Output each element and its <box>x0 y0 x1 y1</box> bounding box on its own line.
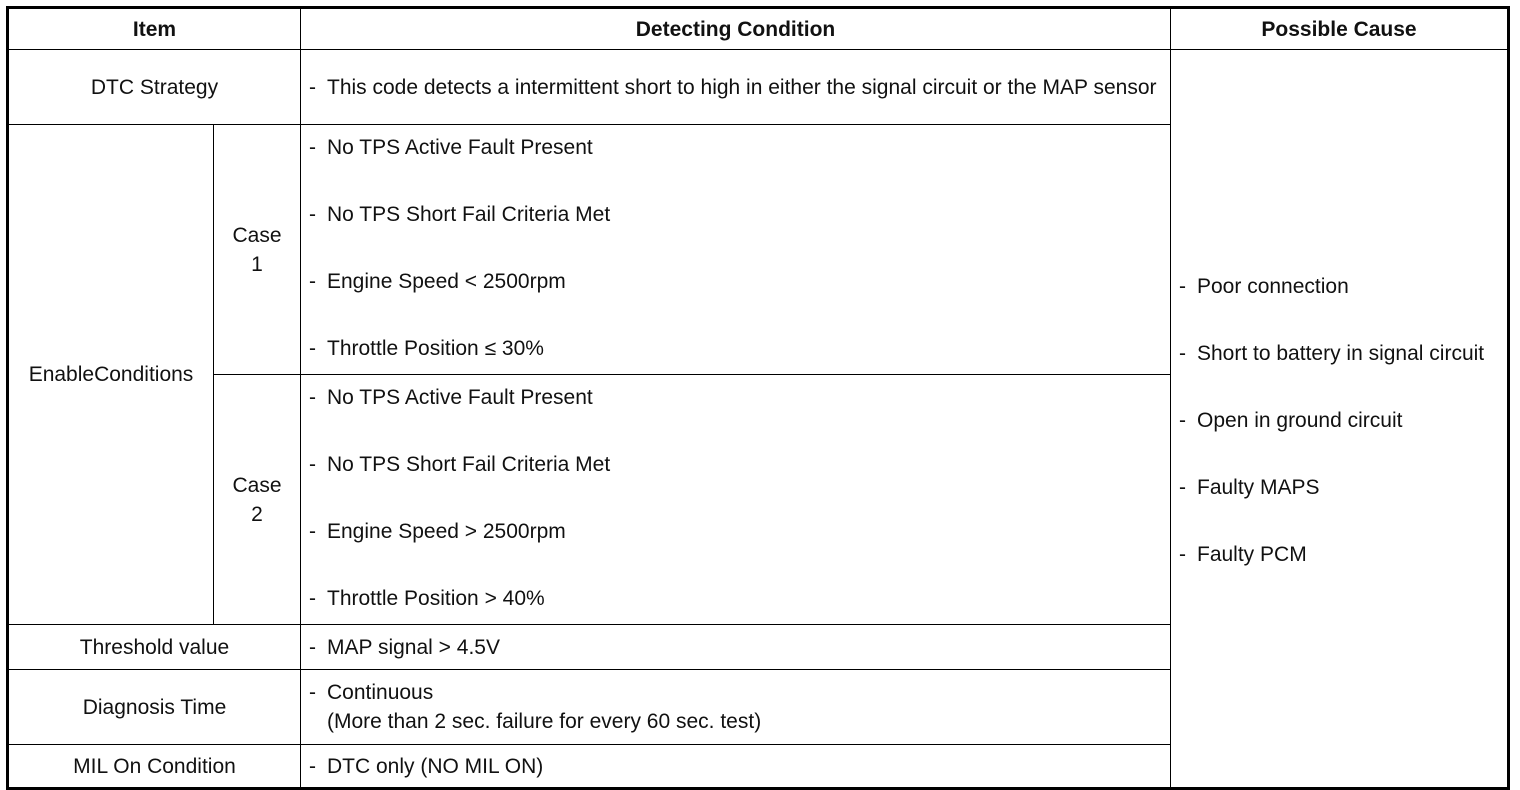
case2-condition-text: No TPS Short Fail Criteria Met <box>327 453 611 476</box>
dash-bullet: - <box>309 520 316 543</box>
case1-condition-item <box>309 200 1170 267</box>
cause-item <box>1179 406 1507 435</box>
cause-text: Faulty PCM <box>1197 543 1307 566</box>
row-dtc-strategy <box>8 50 1509 125</box>
case2-condition-item <box>309 584 1170 624</box>
item-mil-on-condition: MIL On Condition <box>8 745 301 789</box>
dash-bullet: - <box>309 75 316 99</box>
header-possible-cause: Possible Cause <box>1171 8 1509 50</box>
cause-item <box>1179 272 1507 301</box>
item-dtc-strategy: DTC Strategy <box>8 50 301 125</box>
dash-bullet: - <box>1179 409 1186 432</box>
condition-line-2: (More than 2 sec. failure for every 60 sec. test) <box>327 710 762 733</box>
case1-label-text: Case 1 <box>232 223 282 276</box>
cause-list <box>1179 268 1507 569</box>
dash-bullet: - <box>309 453 316 476</box>
case2-conditions <box>301 375 1171 625</box>
case2-condition-text: Engine Speed > 2500rpm <box>327 520 566 543</box>
case2-condition-list <box>309 375 1170 624</box>
dash-bullet: - <box>309 136 316 159</box>
case2-condition-item <box>309 450 1170 517</box>
dash-bullet: - <box>1179 543 1186 566</box>
dash-bullet: - <box>309 754 316 778</box>
condition-dtc-strategy <box>301 50 1171 125</box>
case1-condition-text: No TPS Short Fail Criteria Met <box>327 203 611 226</box>
case1-condition-text: No TPS Active Fault Present <box>327 136 593 159</box>
case2-label-text: Case 2 <box>232 473 282 526</box>
case2-condition-text: Throttle Position > 40% <box>327 587 545 610</box>
item-enable-conditions: EnableConditions <box>8 125 214 625</box>
dash-bullet: - <box>1179 476 1186 499</box>
header-detecting-condition: Detecting Condition <box>301 8 1171 50</box>
case2-condition-item <box>309 517 1170 584</box>
case1-condition-text: Engine Speed < 2500rpm <box>327 270 566 293</box>
case2-condition-item <box>309 383 1170 450</box>
cause-item <box>1179 540 1507 569</box>
cause-text: Open in ground circuit <box>1197 409 1403 432</box>
dash-bullet: - <box>309 203 316 226</box>
dash-bullet: - <box>1179 275 1186 298</box>
cause-item <box>1179 473 1507 502</box>
header-row <box>8 8 1509 50</box>
cause-text: Short to battery in signal circuit <box>1197 342 1485 365</box>
condition-text: MAP signal > 4.5V <box>327 635 500 659</box>
cause-text: Faulty MAPS <box>1197 476 1320 499</box>
case1-condition-list <box>309 125 1170 374</box>
cause-item <box>1179 339 1507 368</box>
dash-bullet: - <box>309 587 316 610</box>
condition-text <box>327 678 1170 736</box>
header-item: Item <box>8 8 301 50</box>
condition-mil-on <box>301 745 1171 789</box>
condition-threshold <box>301 625 1171 670</box>
case1-condition-item <box>309 267 1170 334</box>
dash-bullet: - <box>309 386 316 409</box>
dash-bullet: - <box>309 270 316 293</box>
dash-bullet: - <box>309 681 316 704</box>
item-diagnosis-time: Diagnosis Time <box>8 670 301 745</box>
dash-bullet: - <box>309 635 316 659</box>
dash-bullet: - <box>309 337 316 360</box>
condition-diagnosis-time <box>301 670 1171 745</box>
case1-label <box>214 125 301 375</box>
case2-condition-text: No TPS Active Fault Present <box>327 386 593 409</box>
case1-condition-item <box>309 334 1170 374</box>
dtc-table <box>6 6 1510 790</box>
condition-text: This code detects a intermittent short to high in either the signal circuit or the MAP sensor <box>327 75 1157 99</box>
case1-condition-text: Throttle Position ≤ 30% <box>327 337 544 360</box>
condition-line-1: Continuous <box>327 681 434 704</box>
dash-bullet: - <box>1179 342 1186 365</box>
case1-conditions <box>301 125 1171 375</box>
cause-text: Poor connection <box>1197 275 1349 298</box>
possible-cause-cell <box>1171 50 1509 789</box>
case2-label <box>214 375 301 625</box>
item-threshold-value: Threshold value <box>8 625 301 670</box>
case1-condition-item <box>309 133 1170 200</box>
condition-text: DTC only (NO MIL ON) <box>327 754 544 778</box>
